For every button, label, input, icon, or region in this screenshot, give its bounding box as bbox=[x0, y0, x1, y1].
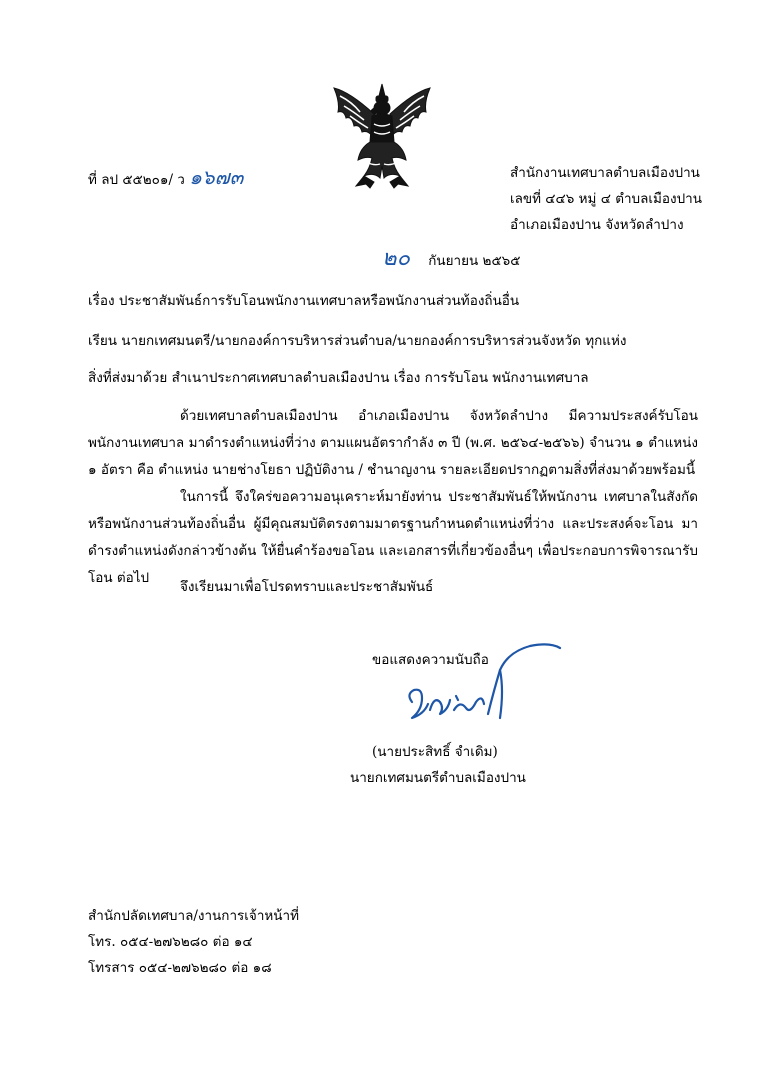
date-month-year: กันยายน ๒๕๖๕ bbox=[428, 253, 521, 269]
footer-fax: โทรสาร ๐๕๔-๒๗๖๒๘๐ ต่อ ๑๘ bbox=[88, 960, 272, 976]
address-line: สำนักงานเทศบาลตำบลเมืองปาน bbox=[510, 165, 700, 181]
closing-line: จึงเรียนมาเพื่อโปรดทราบและประชาสัมพันธ์ bbox=[180, 579, 434, 595]
contact-footer bbox=[88, 903, 299, 981]
address-line: อำเภอเมืองปาน จังหวัดลำปาง bbox=[510, 217, 684, 233]
recipient-line: เรียน นายกเทศมนตรี/นายกองค์การบริหารส่วนตำบล/นายกองค์การบริหารส่วนจังหวัด ทุกแห่ง bbox=[88, 333, 627, 349]
document-number bbox=[88, 165, 244, 189]
garuda-emblem-icon bbox=[330, 82, 434, 190]
body-paragraph-1 bbox=[88, 403, 698, 484]
footer-phone: โทร. ๐๕๔-๒๗๖๒๘๐ ต่อ ๑๔ bbox=[88, 934, 253, 950]
date-day-handwritten: ๒๐ bbox=[382, 246, 410, 271]
regards-text: ขอแสดงความนับถือ bbox=[372, 652, 489, 668]
document-number-prefix: ที่ ลป ๕๕๒๐๑/ ว bbox=[88, 172, 185, 188]
footer-office: สำนักปลัดเทศบาล/งานการเจ้าหน้าที่ bbox=[88, 908, 300, 924]
body-paragraph-2-text: ในการนี้ จึงใคร่ขอความอนุเคราะห์มายังท่าน ประชาสัมพันธ์ให้พนักงาน เทศบาลในสังกัด หรือพนักงานส่วนท้องถิ่นอื่น ผู้มีคุณสมบัติตรงตามมาตรฐานกำหนดตำแหน่งที่ว่าง และประสงค์จะโอน มาดำรงตำแหน่งดังกล่าวข้างต้น ให้ยื่นคำร้องขอโอน และเอกสารที่เกี่ยวข้องอื่นๆ เพื่อประกอบการพิจารณารับโอน ต่อไป bbox=[88, 489, 698, 586]
address-line: เลขที่ ๔๔๖ หมู่ ๔ ตำบลเมืองปาน bbox=[510, 191, 702, 207]
office-address bbox=[510, 160, 702, 238]
body-paragraph-1-text: ด้วยเทศบาลตำบลเมืองปาน อำเภอเมืองปาน จังหวัดลำปาง มีความประสงค์รับโอน พนักงานเทศบาล มาดำรงตำแหน่งที่ว่าง ตามแผนอัตรากำลัง ๓ ปี (พ.ศ. ๒๕๖๔-๒๕๖๖) จำนวน ๑ ตำแหน่ง ๑ อัตรา คือ ตำแหน่ง นายช่างโยธา ปฏิบัติงาน / ชำนาญงาน รายละเอียดปรากฏตามสิ่งที่ส่งมาด้วยพร้อมนี้ bbox=[88, 408, 698, 478]
subject-line: เรื่อง ประชาสัมพันธ์การรับโอนพนักงานเทศบาลหรือพนักงานส่วนท้องถิ่นอื่น bbox=[88, 293, 520, 309]
handwritten-signature-icon bbox=[400, 640, 590, 740]
body-paragraph-2 bbox=[88, 484, 698, 592]
document-number-handwritten: ๑๖๗๓ bbox=[189, 165, 244, 189]
signer-title: นายกเทศมนตรีตำบลเมืองปาน bbox=[350, 770, 526, 786]
signer-name: (นายประสิทธิ์ จำเดิม) bbox=[372, 744, 498, 760]
enclosure-line: สิ่งที่ส่งมาด้วย สำเนาประกาศเทศบาลตำบลเมืองปาน เรื่อง การรับโอน พนักงานเทศบาล bbox=[88, 370, 589, 386]
document-date bbox=[382, 246, 521, 271]
